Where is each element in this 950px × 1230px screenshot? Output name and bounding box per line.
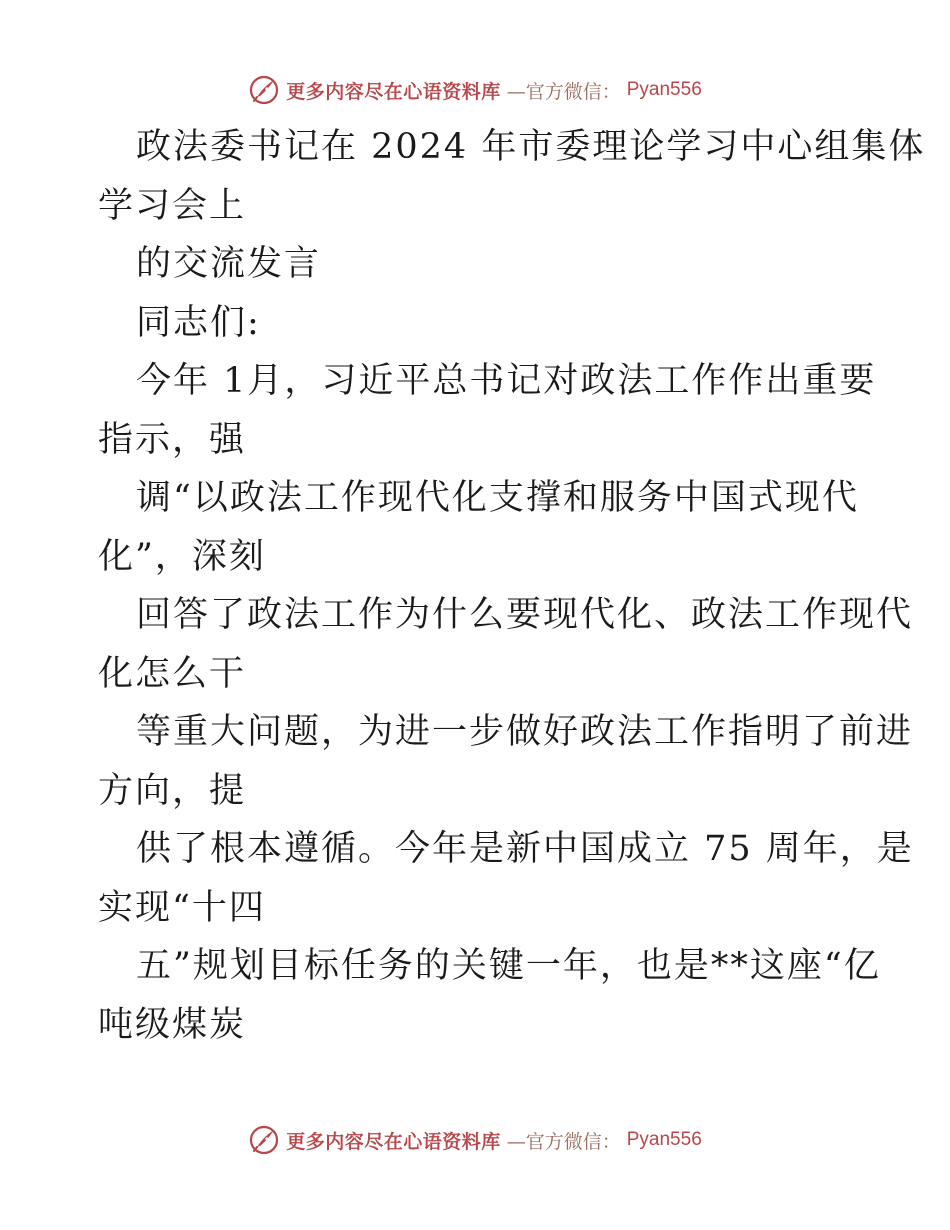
title-line-2: 学习会上 bbox=[98, 185, 247, 226]
watermark-account-id: Pyan556 bbox=[626, 79, 702, 100]
watermark-account-id: Pyan556 bbox=[626, 1129, 702, 1150]
title-line-1: 政法委书记在 2024 年市委理论学习中心组集体 bbox=[136, 127, 926, 167]
paragraph-line: 指示，强 bbox=[98, 419, 247, 460]
salutation: 同志们: bbox=[136, 302, 261, 343]
paragraph-line: 化”，深刻 bbox=[98, 536, 266, 577]
paragraph-line: 回答了政法工作为什么要现代化、政法工作现代 bbox=[136, 595, 914, 635]
watermark-official-text: —官方微信： bbox=[506, 80, 621, 103]
header-watermark-banner bbox=[0, 70, 950, 110]
footer-watermark-banner bbox=[0, 1120, 950, 1160]
paragraph-line: 等重大问题，为进一步做好政法工作指明了前进 bbox=[136, 712, 914, 752]
watermark-official-text: —官方微信： bbox=[506, 1130, 621, 1153]
quill-pen-logo-icon bbox=[248, 74, 280, 106]
paragraph-line: 今年 1月，习近平总书记对政法工作作出重要 bbox=[136, 361, 877, 401]
paragraph-line: 调“以政法工作现代化支撑和服务中国式现代 bbox=[136, 478, 859, 518]
paragraph-line: 化怎么干 bbox=[98, 653, 247, 694]
paragraph-line: 供了根本遵循。今年是新中国成立 75 周年，是 bbox=[136, 829, 914, 869]
watermark-main-text: 更多内容尽在心语资料库 bbox=[286, 80, 501, 103]
watermark-main-text: 更多内容尽在心语资料库 bbox=[286, 1130, 501, 1153]
paragraph-line: 吨级煤炭 bbox=[98, 1004, 247, 1045]
quill-pen-logo-icon bbox=[248, 1124, 280, 1156]
paragraph-line: 五”规划目标任务的关键一年，也是**这座“亿 bbox=[136, 946, 881, 986]
document-body bbox=[98, 118, 926, 1054]
title-line-3: 的交流发言 bbox=[136, 244, 322, 284]
paragraph-line: 方向，提 bbox=[98, 770, 247, 811]
paragraph-line: 实现“十四 bbox=[98, 887, 266, 928]
